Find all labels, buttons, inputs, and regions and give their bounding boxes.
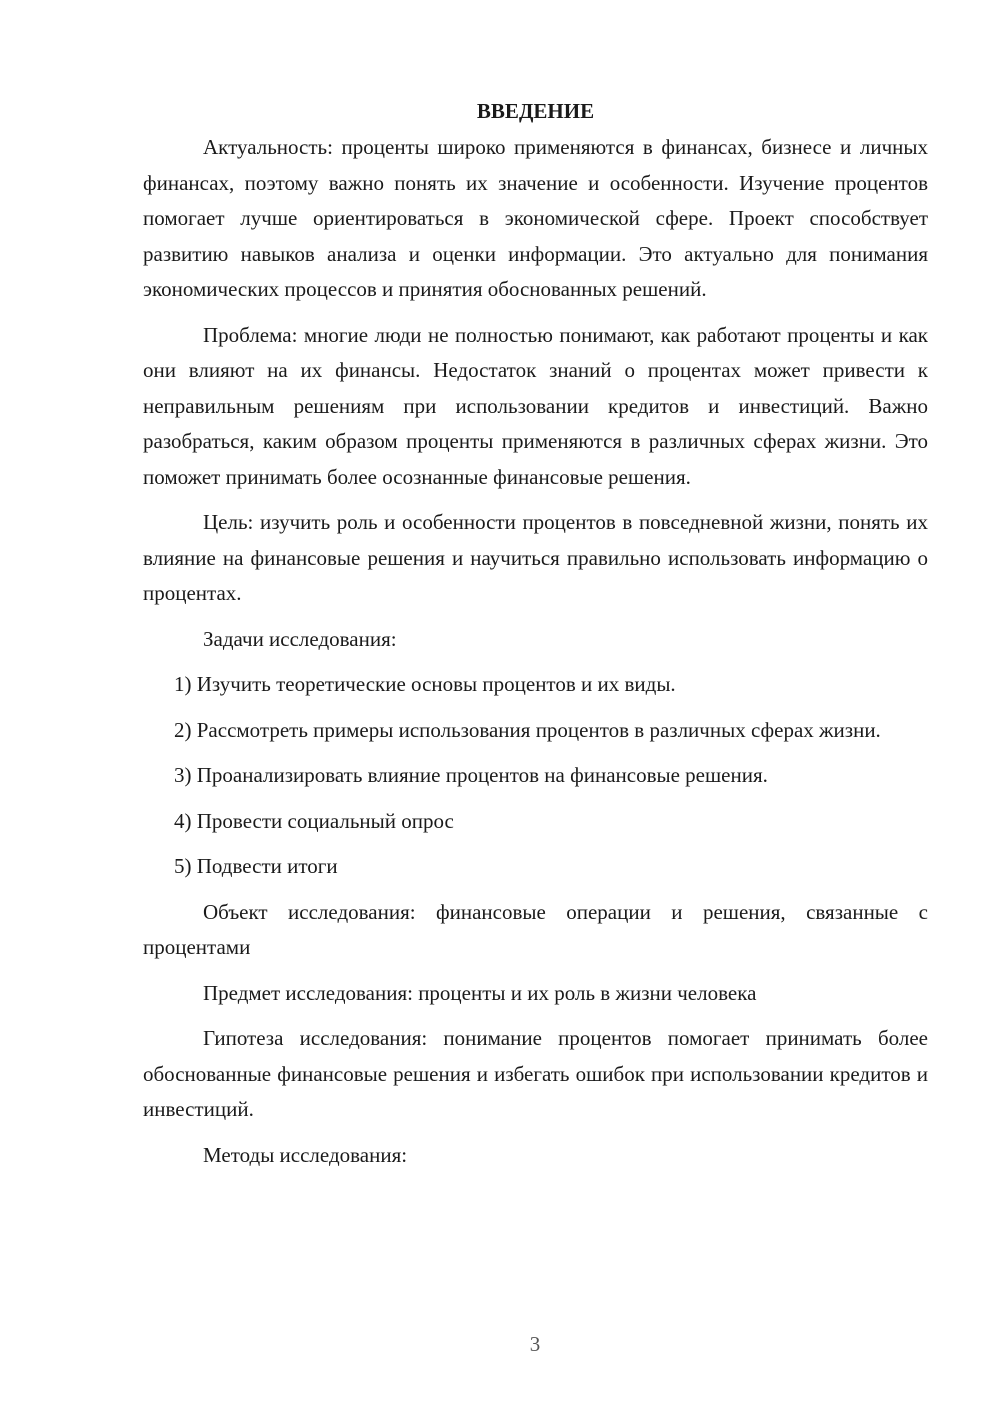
paragraph-methods: Методы исследования: bbox=[203, 1142, 408, 1167]
document-page bbox=[143, 96, 928, 1183]
paragraph-goal: Цель: изучить роль и особенности процентов в повседневной жизни, понять их влияние на финансовые решения и научиться правильно использовать информацию о процентах. bbox=[143, 510, 928, 605]
task-item-2: 2) Рассмотреть примеры использования процентов в различных сферах жизни. bbox=[174, 717, 881, 742]
paragraph-object: Объект исследования: финансовые операции и решения, связанные с процентами bbox=[143, 899, 928, 959]
paragraph-relevance: Актуальность: проценты широко применяются в финансах, бизнесе и личных финансах, поэтому важно понять их значение и особенности. Изучение процентов помогает лучше ориентироваться в экономической сфере. Проект способствует развитию навыков анализа и оценки информации. Это актуально для понимания экономических процессов и принятия обоснованных решений. bbox=[143, 135, 928, 301]
paragraph-problem: Проблема: многие люди не полностью понимают, как работают проценты и как они влияют на их финансы. Недостаток знаний о процентах может привести к неправильным решениям при использовании кредитов и инвестиций. Важно разобраться, каким образом проценты применяются в различных сферах жизни. Это поможет принимать более осознанные финансовые решения. bbox=[143, 322, 928, 489]
paragraph-subject: Предмет исследования: проценты и их роль в жизни человека bbox=[203, 980, 757, 1005]
paragraph-tasks-heading: Задачи исследования: bbox=[203, 626, 397, 651]
task-item-3: 3) Проанализировать влияние процентов на финансовые решения. bbox=[174, 763, 768, 787]
page-number: 3 bbox=[529, 1332, 541, 1356]
task-item-4: 4) Провести социальный опрос bbox=[174, 808, 454, 833]
task-item-1: 1) Изучить теоретические основы процентов и их виды. bbox=[174, 672, 676, 696]
task-item-5: 5) Подвести итоги bbox=[174, 854, 338, 878]
page-title: ВВЕДЕНИЕ bbox=[476, 99, 595, 123]
paragraph-hypothesis: Гипотеза исследования: понимание процентов помогает принимать более обоснованные финансовые решения и избегать ошибок при использовании кредитов и инвестиций. bbox=[143, 1026, 928, 1121]
